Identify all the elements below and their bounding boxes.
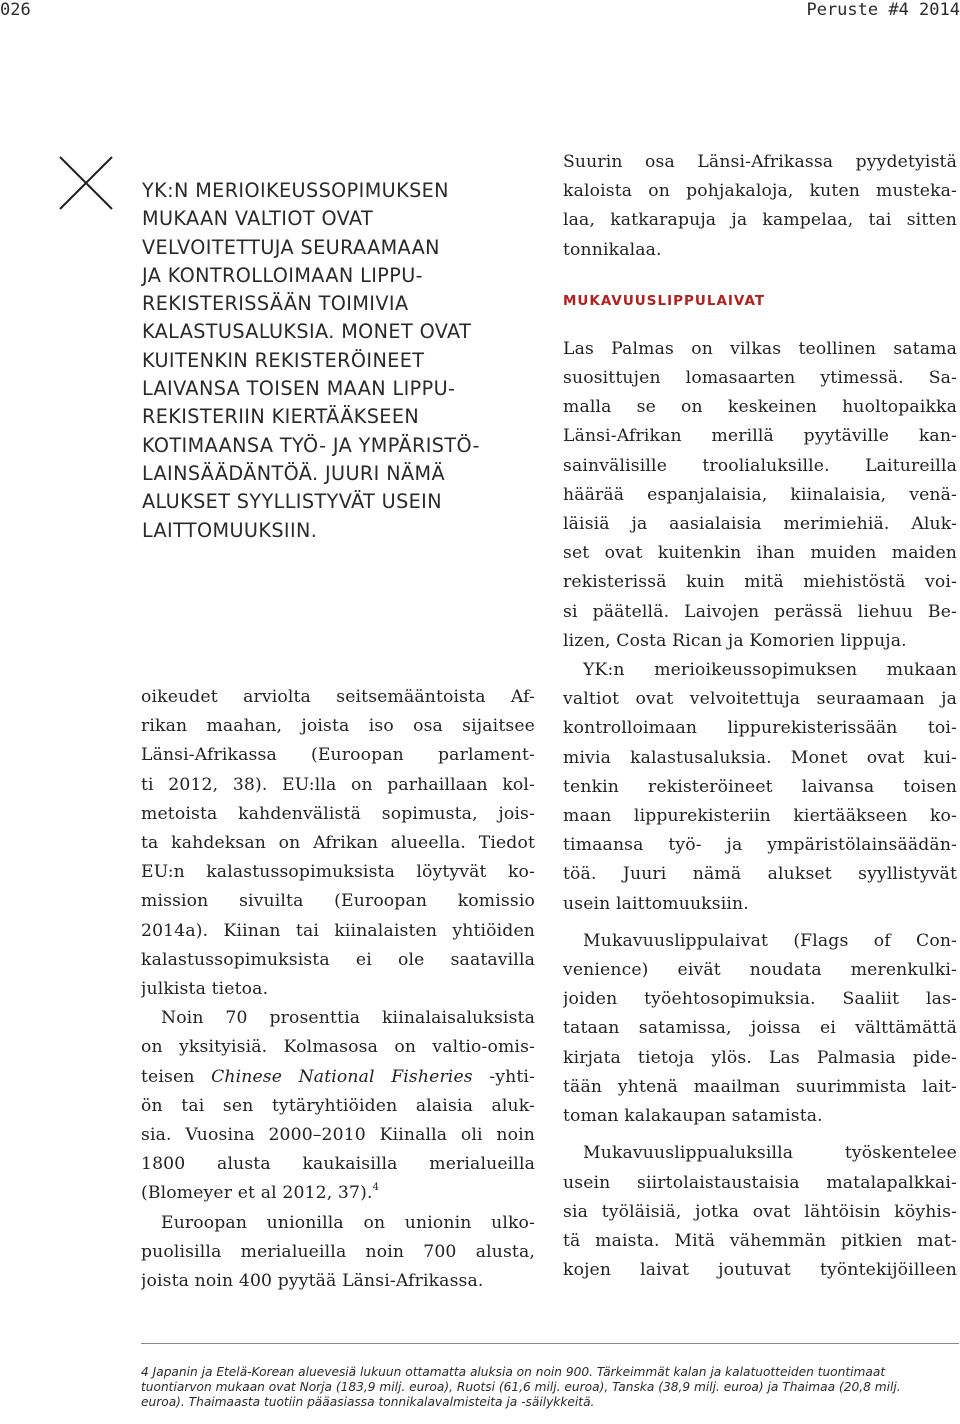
text-line: mission sivuilta (Euroopan komissio: [141, 891, 535, 912]
text-line: ta kahdeksan on Afrikan alueella. Tiedot: [141, 833, 535, 854]
text-line: metoista kahdenvälistä sopimusta, jois-: [141, 803, 535, 824]
text-line: YK:n merioikeussopimuksen mukaan: [583, 660, 957, 681]
text-line: läisiä ja aasialaisia merimiehiä. Aluk-: [563, 514, 957, 535]
text-line: 2014a). Kiinan tai kiinalaisten yhtiöiden: [141, 920, 535, 941]
pull-quote: [142, 177, 522, 545]
text-line: oikeudet arviolta seitsemääntoista Af-: [141, 687, 535, 707]
footnote-line: 4 Japanin ja Etelä-Korean aluevesiä lukuun ottamatta aluksia on noin 900. Tärkeimmät kalan ja kalatuotteiden tuontimaat: [141, 1365, 886, 1379]
pull-quote-line: LAITTOMUUKSIIN.: [142, 518, 318, 542]
text-line: kaloista on pohjakaloja, kuten musteka-: [563, 181, 957, 202]
text-line: kontrolloimaan lippurekisterissään toi-: [563, 718, 957, 739]
pull-quote-line: LAIVANSA TOISEN MAAN LIPPU-: [142, 377, 456, 401]
cross-mark-icon: [58, 155, 114, 211]
text-line: [141, 1063, 535, 1092]
text-line: laa, katkarapuja ja kampelaa, tai sitten: [563, 210, 957, 231]
footnote-line: tuontiarvon mukaan ovat Norja (183,9 milj. euroa), Ruotsi (61,6 milj. euroa), Tanska (38,9 milj. euroa) ja Thaimaa (20,8 milj.: [141, 1380, 901, 1394]
pull-quote-line: VELVOITETTUJA SEURAAMAAN: [142, 235, 440, 259]
text-line: tään yhtenä maailman suurimmista lait-: [563, 1076, 957, 1097]
text-line: rekisterissä kuin mitä miehistöstä voi-: [563, 572, 957, 593]
pull-quote-line: LAINSÄÄDÄNTÖÄ. JUURI NÄMÄ: [142, 461, 445, 485]
pull-quote-line: YK:N MERIOIKEUSSOPIMUKSEN: [142, 179, 449, 202]
text-line: Euroopan unionilla on unionin ulko-: [161, 1212, 535, 1233]
text-line: Suurin osa Länsi-Afrikassa pyydetyistä: [563, 152, 957, 172]
text-fragment: -yhti-: [472, 1066, 535, 1087]
body-column-left: [141, 683, 535, 1296]
text-line: sia. Vuosina 2000–2010 Kiinalla oli noin: [141, 1125, 535, 1146]
text-line: julkista tietoa.: [141, 979, 269, 1000]
text-line: maan lippurekisteriin kiertääkseen ko-: [563, 806, 957, 827]
footnote-line: euroa). Thaimaasta tuotiin pääasiassa tonnikalavalmisteita ja -säilykkeitä.: [141, 1395, 595, 1409]
text-line: töä. Juuri nämä alukset syyllistyvät: [563, 864, 957, 885]
text-line: tä maista. Mitä vähemmän pitkien mat-: [563, 1230, 957, 1251]
text-line: Mukavuuslippualuksilla työskentelee: [583, 1143, 957, 1164]
pull-quote-line: MUKAAN VALTIOT OVAT: [142, 207, 374, 231]
text-line: on yksityisiä. Kolmasosa on valtio-omis-: [141, 1037, 535, 1058]
text-line: kojen laivat joutuvat työntekijöilleen: [563, 1260, 957, 1281]
magazine-issue: Peruste #4 2014: [806, 0, 960, 20]
text-line: 1800 alusta kaukaisilla merialueilla: [141, 1154, 535, 1175]
text-line: timaansa työ- ja ympäristölainsäädän-: [563, 835, 957, 856]
section-heading: MUKAVUUSLIPPULAIVAT: [563, 292, 766, 309]
pull-quote-line: REKISTERIIN KIERTÄÄKSEEN: [142, 405, 420, 429]
text-line: ti 2012, 38). EU:lla on parhaillaan kol-: [141, 774, 535, 795]
text-line: toman kalakaupan satamista.: [563, 1106, 823, 1127]
italic-company-name: Chinese National Fisheries: [211, 1066, 473, 1087]
text-line: sainvälisille troolialuksille. Laitureilla: [563, 455, 957, 476]
text-line: EU:n kalastussopimuksista löytyvät ko-: [141, 862, 535, 883]
text-line: set ovat kuitenkin ihan muiden maiden: [563, 543, 957, 564]
text-line: usein siirtolaistaustaisia matalapalkkai-: [563, 1172, 957, 1193]
text-line: kalastussopimuksista ei ole saatavilla: [141, 949, 535, 970]
text-fragment: (Blomeyer et al 2012, 37).: [141, 1183, 373, 1204]
text-line: puolisilla merialueilla noin 700 alusta,: [141, 1241, 535, 1262]
text-line: Länsi-Afrikan merillä pyytäville kan-: [563, 426, 957, 447]
text-line: joista noin 400 pyytää Länsi-Afrikassa.: [141, 1271, 484, 1292]
page-number: 026: [0, 0, 31, 20]
text-line: Mukavuuslippulaivat (Flags of Con-: [583, 930, 957, 951]
pull-quote-line: JA KONTROLLOIMAAN LIPPU-: [142, 263, 423, 287]
footnote-marker: 4: [372, 1182, 380, 1194]
text-line: kirjata tietoja ylös. Las Palmasia pide-: [563, 1047, 957, 1068]
pull-quote-line: KOTIMAANSA TYÖ- JA YMPÄRISTÖ-: [142, 433, 480, 457]
text-line: usein laittomuuksiin.: [563, 893, 749, 914]
text-line: sia työläisiä, jotka ovat lähtöisin köyhis-: [563, 1201, 957, 1222]
text-line: Länsi-Afrikassa (Euroopan parlament-: [141, 745, 535, 766]
text-line: si päätellä. Laivojen perässä liehuu Be-: [563, 601, 957, 622]
text-fragment: teisen: [141, 1066, 212, 1087]
pull-quote-line: REKISTERISSÄÄN TOIMIVIA: [142, 292, 409, 316]
text-line: joiden työehtosopimuksia. Saaliit las-: [563, 989, 957, 1010]
pull-quote-line: KALASTUSALUKSIA. MONET OVAT: [142, 320, 472, 344]
text-line: malla se on keskeinen huoltopaikka: [563, 397, 957, 418]
text-line: häärää espanjalaisia, kiinalaisia, venä-: [563, 484, 957, 505]
text-line: venience) eivät noudata merenkulki-: [563, 960, 957, 981]
footnote: [141, 1365, 959, 1410]
pull-quote-line: KUITENKIN REKISTERÖINEET: [142, 348, 425, 372]
text-line: lizen, Costa Rican ja Komorien lippuja.: [563, 630, 907, 651]
text-line: Noin 70 prosenttia kiinalaisaluksista: [161, 1008, 535, 1029]
text-line: mivia kalastusaluksia. Monet ovat kui-: [563, 747, 957, 768]
text-line: Las Palmas on vilkas teollinen satama: [563, 338, 957, 359]
text-line: ön tai sen tytäryhtiöiden alaisia aluk-: [141, 1095, 535, 1116]
body-column-right: [563, 148, 957, 1285]
footnote-divider: [141, 1343, 959, 1344]
text-line: tenkin rekisteröineet laivansa toisen: [563, 776, 957, 797]
text-line: rikan maahan, joista iso osa sijaitsee: [141, 716, 535, 737]
text-line: valtiot ovat velvoitettuja seuraamaan ja: [563, 689, 957, 710]
text-line: suosittujen lomasaarten ytimessä. Sa-: [563, 368, 957, 389]
text-line: tataan satamissa, joissa ei välttämättä: [563, 1018, 957, 1039]
text-line: tonnikalaa.: [563, 239, 662, 260]
text-line: [141, 1179, 535, 1208]
pull-quote-line: ALUKSET SYYLLISTYVÄT USEIN: [142, 490, 442, 514]
